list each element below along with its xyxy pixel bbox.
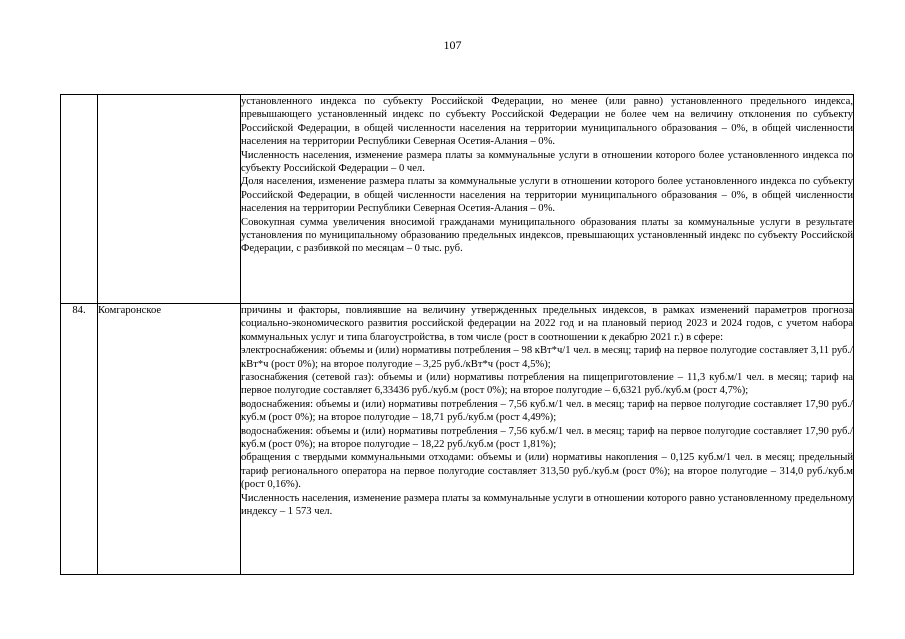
row-content-cell — [241, 95, 854, 304]
row-number-cell — [61, 95, 98, 304]
municipality-name-cell — [98, 95, 241, 304]
content-paragraph: Совокупная сумма увеличения вносимой гражданами муниципального образования платы за коммунальные услуги в результате установления по муниципальному образованию предельных индексов, превышающих установленный индекс по субъекту Российской Федерации, с разбивкой по месяцам – 0 тыс. руб. — [241, 216, 853, 255]
content-paragraph: электроснабжения: объемы и (или) нормативы потребления – 98 кВт*ч/1 чел. в месяц; тариф на первое полугодие составляет 3,11 руб./кВт*ч (рост 0%); на второе полугодие – 3,25 руб./кВт*ч (рост 4,5%); — [241, 345, 853, 370]
table-row-84 — [61, 304, 854, 575]
content-paragraph: газоснабжения (сетевой газ): объемы и (или) нормативы потребления на пищеприготовление – 11,3 куб.м/1 чел. в месяц; тариф на первое полугодие составляет 6,33436 руб./куб.м (рост 0%); на второе полугодие – 6,6321 руб./куб.м (рост 4,7%); — [241, 372, 853, 397]
content-paragraph: водоснабжения: объемы и (или) нормативы потребления – 7,56 куб.м/1 чел. в месяц; тариф на первое полугодие составляет 17,90 руб./куб.м (рост 0%); на второе полугодие – 18,71 руб./куб.м (рост 4,49%); — [241, 398, 853, 424]
document-table — [60, 94, 854, 575]
municipality-name-cell: Комгаронское — [98, 304, 241, 575]
content-paragraph: обращения с твердыми коммунальными отходами: объемы и (или) нормативы накопления – 0,125 куб.м/1 чел. в месяц; предельный тариф регионального оператора на первое полугодие составляет 313,50 руб./куб.м (рост 0%); на второе полугодие – 314,0 руб./куб.м (рост 0,16%). — [241, 452, 853, 491]
content-paragraph: установленного индекса по субъекту Российской Федерации, но менее (или равно) установленного предельного индекса, превышающего установленный индекс по субъекту Российской Федерации не более чем на величину отклонения по субъекту Российской Федерации, в общей численности населения на территории муниципального образования – 0%, в общей численности населения на территории Республики Северная Осетия-Алания – 0%. — [241, 96, 853, 148]
page-number: 107 — [443, 38, 462, 52]
content-paragraph: Численность населения, изменение размера платы за коммунальные услуги в отношении которого равно установленному предельному индексу – 1 573 чел. — [241, 492, 853, 518]
row-number-cell: 84. — [61, 304, 98, 575]
content-paragraph: Доля населения, изменение размера платы за коммунальные услуги в отношении которого более установленного индекса по субъекту Российской Федерации, в общей численности населения на территории муниципального образования – 0%, в общей численности населения на территории Республики Северная Осетия-Алания – 0%. — [241, 176, 853, 215]
content-paragraph: причины и факторы, повлиявшие на величину утвержденных предельных индексов, в рамках изменений параметров прогноза социально-экономического развития российской федерации на 2022 год и на плановый период 2023 и 2024 годов, с учетом набора коммунальных услуг и типа благоустройства, в том числе (рост в соотношении к декабрю 2021 г.) в сфере: — [241, 305, 853, 343]
table-row-continuation — [61, 95, 854, 304]
row-content-cell — [241, 304, 854, 575]
content-paragraph: водоснабжения: объемы и (или) нормативы потребления – 7,56 куб.м/1 чел. в месяц; тариф на первое полугодие составляет 17,90 руб./куб.м (рост 0%); на второе полугодие – 18,22 руб./куб.м (рост 1,81%); — [241, 425, 853, 451]
content-paragraph: Численность населения, изменение размера платы за коммунальные услуги в отношении которого более установленного индекса по субъекту Российской Федерации – 0 чел. — [241, 149, 853, 175]
